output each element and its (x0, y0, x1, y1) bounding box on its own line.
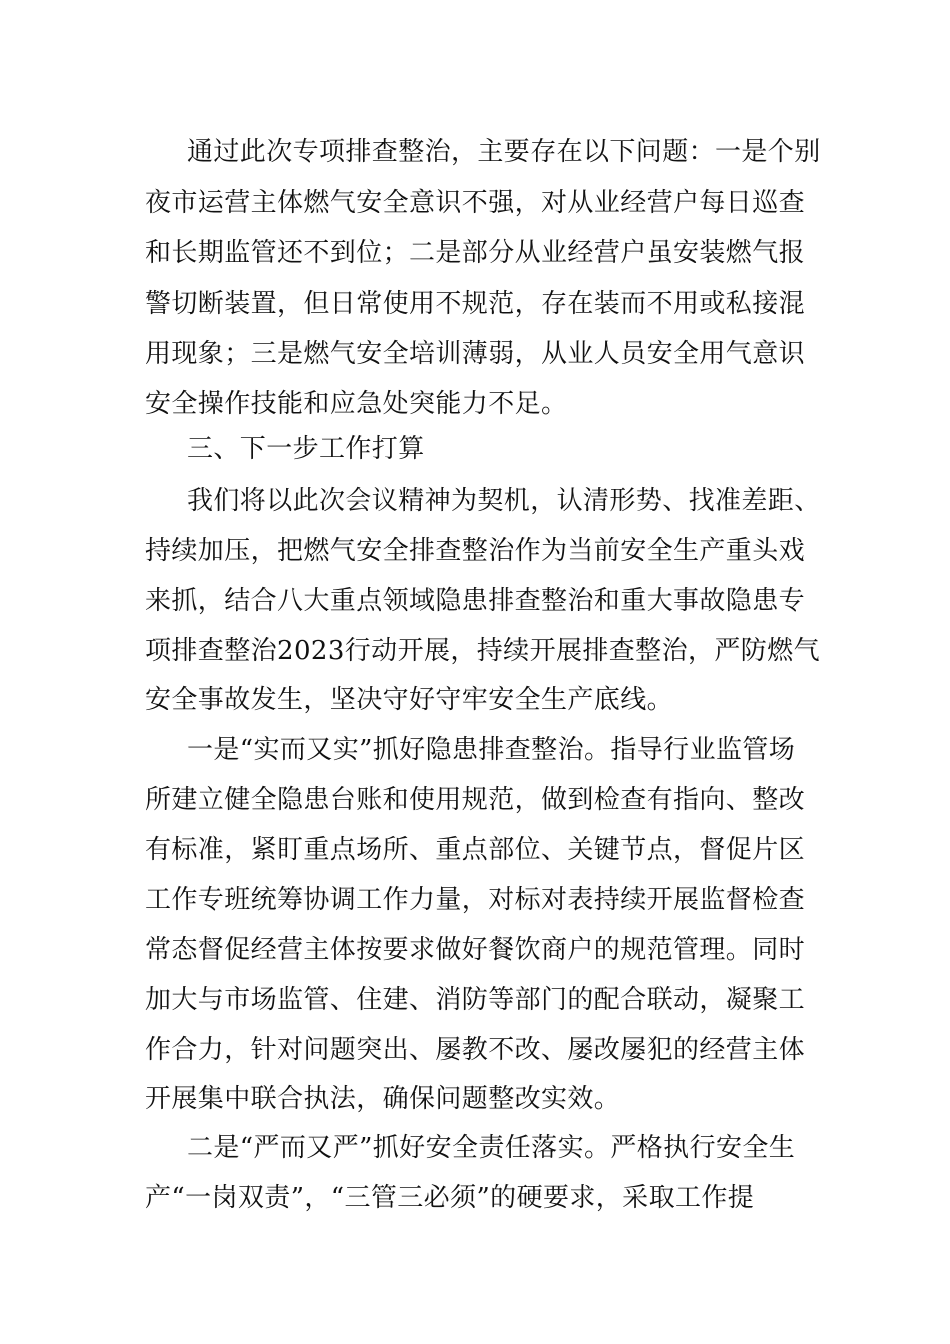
paragraph-2-line-4: 项排查整治2023行动开展，持续开展排查整治，严防燃气 (145, 636, 820, 666)
paragraph-1-line-6: 安全操作技能和应急处突能力不足。 (145, 389, 568, 419)
section-heading: 三、下一步工作打算 (187, 434, 425, 464)
paragraph-3-line-2: 所建立健全隐患台账和使用规范，做到检查有指向、整改 (145, 785, 806, 815)
paragraph-1-line-2: 夜市运营主体燃气安全意识不强，对从业经营户每日巡查 (145, 188, 806, 218)
paragraph-1-line-4: 警切断装置，但日常使用不规范，存在装而不用或私接混 (145, 289, 806, 319)
paragraph-1-line-5: 用现象；三是燃气安全培训薄弱，从业人员安全用气意识 (145, 339, 806, 369)
paragraph-3-line-6: 加大与市场监管、住建、消防等部门的配合联动，凝聚工 (145, 985, 806, 1015)
paragraph-2-line-5: 安全事故发生，坚决守好守牢安全生产底线。 (145, 685, 674, 715)
paragraph-2-line-1: 我们将以此次会议精神为契机，认清形势、找准差距、 (187, 486, 821, 516)
paragraph-2-line-2: 持续加压，把燃气安全排查整治作为当前安全生产重头戏 (145, 536, 806, 566)
paragraph-4-line-2: 产“一岗双责”，“三管三必须”的硬要求，采取工作提 (145, 1183, 755, 1213)
paragraph-4-line-1: 二是“严而又严”抓好安全责任落实。严格执行安全生 (187, 1133, 796, 1163)
paragraph-2-line-3: 来抓，结合八大重点领域隐患排查整治和重大事故隐患专 (145, 586, 806, 616)
paragraph-3-line-5: 常态督促经营主体按要求做好餐饮商户的规范管理。同时 (145, 935, 806, 965)
paragraph-3-line-4: 工作专班统筹协调工作力量，对标对表持续开展监督检查 (145, 885, 806, 915)
paragraph-3-line-1: 一是“实而又实”抓好隐患排查整治。指导行业监管场 (187, 735, 796, 765)
paragraph-1-line-3: 和长期监管还不到位；二是部分从业经营户虽安装燃气报 (145, 238, 806, 268)
paragraph-3-line-3: 有标准，紧盯重点场所、重点部位、关键节点，督促片区 (145, 835, 806, 865)
paragraph-3-line-7: 作合力，针对问题突出、屡教不改、屡改屡犯的经营主体 (145, 1035, 806, 1065)
paragraph-3-line-8: 开展集中联合执法，确保问题整改实效。 (145, 1084, 621, 1114)
paragraph-1-line-1: 通过此次专项排查整治，主要存在以下问题：一是个别 (187, 137, 821, 167)
